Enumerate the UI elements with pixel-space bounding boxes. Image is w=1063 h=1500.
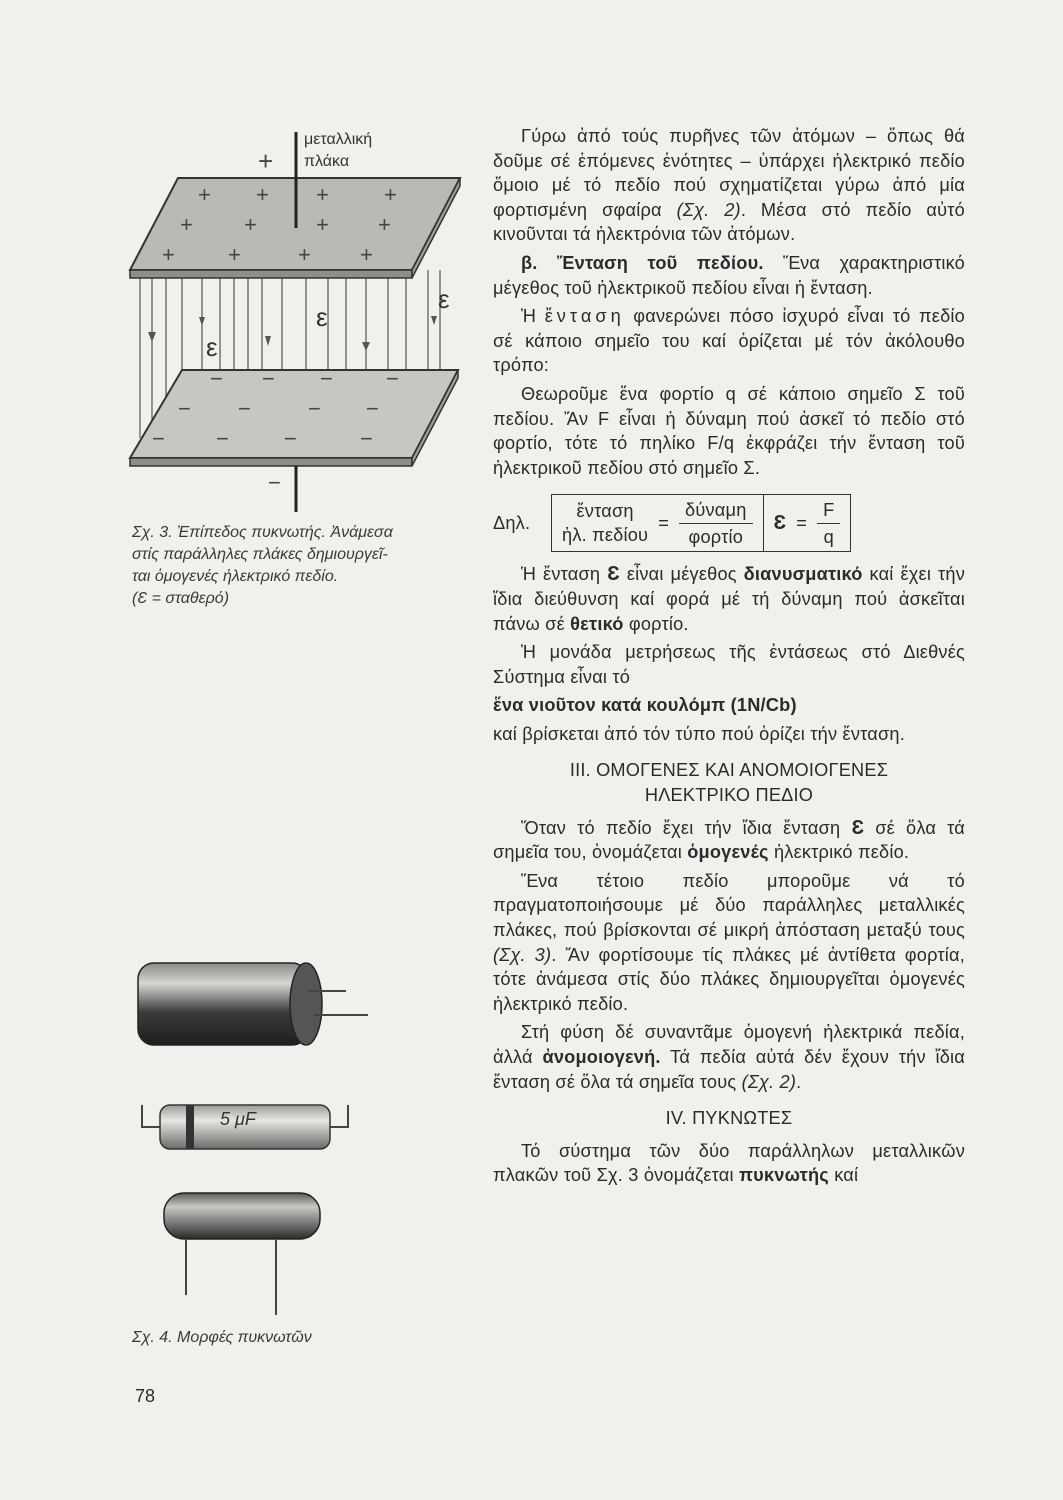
paragraph-field-intensity-title: β. Ἔνταση τοῦ πεδίου. Ἕνα χαρακτηριστικό μέγεθος τοῦ ἠλεκτρικοῦ πεδίου εἶναι ἡ ἔνταση. [493,252,965,298]
svg-text:+: + [198,182,211,207]
svg-text:+: + [384,182,397,207]
svg-text:−: − [366,396,379,421]
si-unit-name: ἕνα νιοῦτον κατά κουλόμπ (1N/Cb) [493,695,797,716]
svg-text:ε: ε [206,332,218,362]
svg-text:−: − [360,426,373,451]
svg-text:+: + [360,242,373,267]
svg-text:−: − [386,366,399,391]
axial-capacitor [142,1105,348,1149]
cylindrical-capacitor [138,963,368,1045]
paragraph-atomic-field: Γύρω ἀπό τούς πυρῆνες τῶν ἀτόμων – ὅπως θά δοῦμε σέ ἑπόμενες ἑνότητες – ὑπάρχει ἠλεκτρικό πεδίο ὅμοιο μέ τό πεδίο πού σχηματίζεται γύρω ἀπό μία φορτισμένη σφαίρα (Σχ. 2). Μέσα στό πεδίο αὐτό κινοῦνται τά ἠλεκτρόνια τῶν ἀτόμων. [493,126,965,245]
svg-text:+: + [298,242,311,267]
capacitor-plates-figure [120,120,470,520]
svg-text:−: − [320,366,333,391]
plate-label-line2: πλάκα [304,153,350,170]
paragraph-vector-quantity: Ἡ ἔνταση Ɛ εἶναι μέγεθος διανυσματικό καί ἔχει τήν ἴδια διεύθυνση καί φορά μέ τή δύναμη πού ἀσκεῖται πάνω σέ θετικό φορτίο. [493,563,965,634]
paragraph-homogeneous: Ὅταν τό πεδίο ἔχει τήν ἴδια ἔνταση Ɛ σέ ὅλα τά σημεῖα του, ὀνομάζεται ὁμογενές ἠλεκτρικό πεδίο. [493,816,965,863]
svg-text:−: − [238,396,251,421]
svg-text:+: + [316,212,329,237]
paragraph-nonhomogeneous: Στή φύση δέ συναντᾶμε ὁμογενή ἠλεκτρικά πεδία, ἀλλά ἀνομοιογενή. Τά πεδία αὐτά δέν ἔχουν τήν ἴδια ἔνταση σέ ὅλα τά σημεῖα τους (Σχ. 2). [493,1022,965,1092]
paragraph-parallel-plates: Ἕνα τέτοιο πεδίο μποροῦμε νά τό πραγματοποιήσουμε μέ δύο παράλληλες μεταλλικές πλάκες, πού βρίσκονται σέ μικρή ἀπόσταση μεταξύ τους (Σχ. 3). Ἄν φορτίσουμε τίς πλάκες μέ ἀντίθετα φορτία, τότε ἀνάμεσα στίς δύο πλάκες δημιουργεῖται ὁμογενές ἠλεκτρικό πεδίο. [493,870,965,1014]
figure-3-caption: Σχ. 3. Ἐπίπεδος πυκνωτής. Ἀνάμεσα στίς παράλληλες πλάκες δημιουργεῖ- ται ὁμογενές ἠλεκτρικό πεδίο. (Ɛ = σταθερό) [132,524,393,607]
formula-box: ἔνταση ἠλ. πεδίου = $\frac{\text{δύναμη}}{\text{φορτίο}}$ Ɛ = $\frac{F}{q}$ [551,494,851,552]
svg-text:+: + [228,242,241,267]
svg-text:−: − [284,426,297,451]
text-column [493,124,965,1192]
svg-text:−: − [152,426,165,451]
paragraph-si-unit: Ἡ μονάδα μετρήσεως τῆς ἐντάσεως στό Διεθνές Σύστημα εἶναι τό [493,642,965,687]
paragraph-unit-derivation: καί βρίσκεται ἀπό τόν τύπο πού ὁρίζει τήν ἔνταση. [493,723,905,744]
svg-text:−: − [178,396,191,421]
svg-text:+: + [258,146,274,176]
capacitor-value-label: 5 μF [220,1109,256,1129]
svg-text:−: − [216,426,229,451]
svg-text:−: − [308,396,321,421]
paragraph-intensity-definition: Ἡ ἔνταση φανερώνει πόσο ἰσχυρό εἶναι τό πεδίο σέ κάποιο σημεῖο του καί ὁρίζεται μέ τόν ἀκόλουθο τρόπο: [493,306,965,376]
svg-text:−: − [262,366,275,391]
svg-text:+: + [378,212,391,237]
section-heading-iii: ΙΙΙ. ΟΜΟΓΕΝΕΣ ΚΑΙ ΑΝΟΜΟΙΟΓΕΝΕΣ ΗΛΕΚΤΡΙΚΟ ΠΕΔΙΟ [569,760,889,806]
field-arrows [148,316,437,351]
svg-text:+: + [256,182,269,207]
page-number: 78 [135,1386,156,1406]
paragraph-capacitor: Τό σύστημα τῶν δύο παράλληλων μεταλλικῶν πλακῶν τοῦ Σχ. 3 ὀνομάζεται πυκνωτής καί [493,1140,965,1186]
capacitor-forms-figure [120,955,380,1325]
svg-text:ε: ε [438,284,450,314]
intensity-formula: Δηλ. ἔνταση ἠλ. πεδίου = $\frac{\text{δύναμη}}{\text{φορτίο}}$ Ɛ = $\frac{F}{q}$ [493,494,965,552]
section-heading-iv: IV. ΠΥΚΝΩΤΕΣ [665,1108,793,1129]
paragraph-charge-q: Θεωροῦμε ἕνα φορτίο q σέ κάποιο σημεῖο Σ τοῦ πεδίου. Ἄν F εἶναι ἡ δύναμη πού ἀσκεῖ τό πεδίο στό φορτίο, τότε τό πηλίκο F/q ἐκφράζει τήν ἔνταση τοῦ ἠλεκτρικοῦ πεδίου στό σημεῖο Σ. [493,383,965,478]
svg-text:+: + [180,212,193,237]
svg-text:+: + [162,242,175,267]
figure-4-caption: Σχ. 4. Μορφές πυκνωτῶν [132,1329,312,1346]
svg-text:ε: ε [316,302,328,332]
radial-capacitor [164,1193,320,1315]
plate-label-line1: μεταλλική [304,131,373,148]
svg-text:+: + [316,182,329,207]
plus-signs [258,146,273,176]
svg-text:−: − [210,366,223,391]
svg-text:+: + [244,212,257,237]
svg-text:−: − [268,470,281,495]
